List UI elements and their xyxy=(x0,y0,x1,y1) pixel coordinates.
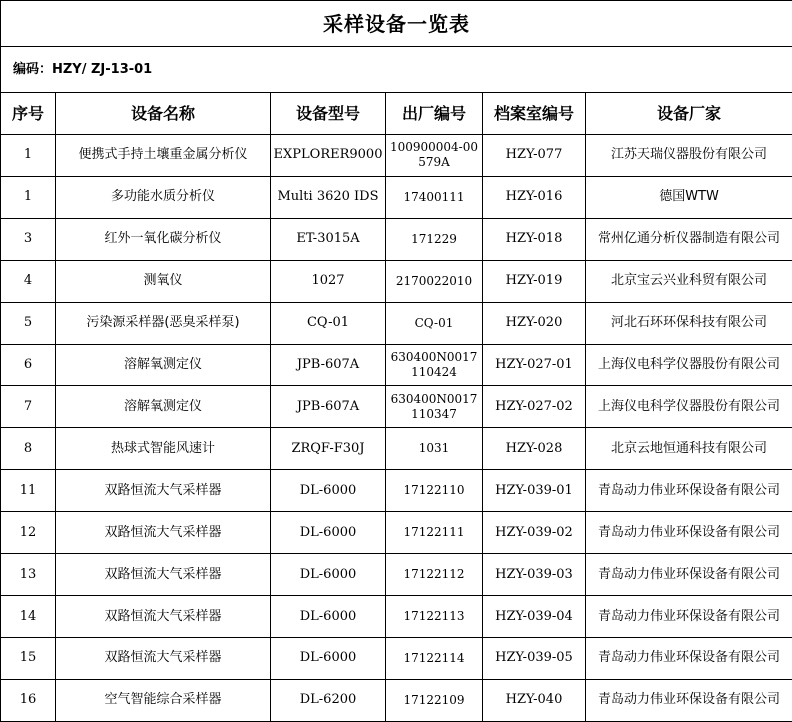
cell-serial: 17400111 xyxy=(386,176,483,218)
cell-archive-number: HZY-018 xyxy=(483,218,586,260)
header-row xyxy=(1,93,792,135)
header-maker: 设备厂家 xyxy=(586,93,792,135)
cell-seq: 5 xyxy=(1,302,56,344)
cell-equipment-name: 双路恒流大气采样器 xyxy=(56,470,271,512)
cell-equipment-name: 溶解氧测定仪 xyxy=(56,386,271,428)
cell-serial: 2170022010 xyxy=(386,260,483,302)
cell-model: EXPLORER9000 xyxy=(271,134,386,176)
cell-model: JPB-607A xyxy=(271,344,386,386)
cell-equipment-name: 双路恒流大气采样器 xyxy=(56,638,271,680)
cell-equipment-name: 双路恒流大气采样器 xyxy=(56,512,271,554)
cell-model: DL-6000 xyxy=(271,638,386,680)
header-name: 设备名称 xyxy=(56,93,271,135)
cell-manufacturer: 北京云地恒通科技有限公司 xyxy=(586,428,792,470)
cell-seq: 11 xyxy=(1,470,56,512)
cell-model: DL-6000 xyxy=(271,596,386,638)
cell-archive-number: HZY-020 xyxy=(483,302,586,344)
cell-serial: 630400N0017110424 xyxy=(386,344,483,386)
cell-seq: 6 xyxy=(1,344,56,386)
cell-manufacturer: 青岛动力伟业环保设备有限公司 xyxy=(586,638,792,680)
cell-equipment-name: 溶解氧测定仪 xyxy=(56,344,271,386)
cell-serial: 630400N0017110347 xyxy=(386,386,483,428)
cell-archive-number: HZY-028 xyxy=(483,428,586,470)
cell-seq: 3 xyxy=(1,218,56,260)
header-seq: 序号 xyxy=(1,93,56,135)
cell-serial: 17122113 xyxy=(386,596,483,638)
cell-manufacturer: 青岛动力伟业环保设备有限公司 xyxy=(586,679,792,721)
cell-equipment-name: 双路恒流大气采样器 xyxy=(56,554,271,596)
cell-manufacturer: 青岛动力伟业环保设备有限公司 xyxy=(586,596,792,638)
cell-seq: 7 xyxy=(1,386,56,428)
table-row xyxy=(1,260,792,302)
cell-manufacturer: 青岛动力伟业环保设备有限公司 xyxy=(586,512,792,554)
table-row xyxy=(1,638,792,680)
cell-equipment-name: 多功能水质分析仪 xyxy=(56,176,271,218)
cell-model: Multi 3620 IDS xyxy=(271,176,386,218)
cell-manufacturer: 青岛动力伟业环保设备有限公司 xyxy=(586,554,792,596)
table-row xyxy=(1,344,792,386)
table-row xyxy=(1,218,792,260)
cell-archive-number: HZY-027-01 xyxy=(483,344,586,386)
cell-archive-number: HZY-040 xyxy=(483,679,586,721)
cell-serial: 171229 xyxy=(386,218,483,260)
table-row xyxy=(1,302,792,344)
table-row xyxy=(1,470,792,512)
cell-equipment-name: 双路恒流大气采样器 xyxy=(56,596,271,638)
cell-equipment-name: 空气智能综合采样器 xyxy=(56,679,271,721)
table-row xyxy=(1,176,792,218)
cell-archive-number: HZY-019 xyxy=(483,260,586,302)
cell-seq: 15 xyxy=(1,638,56,680)
cell-serial: 17122114 xyxy=(386,638,483,680)
cell-seq: 8 xyxy=(1,428,56,470)
cell-equipment-name: 红外一氧化碳分析仪 xyxy=(56,218,271,260)
cell-manufacturer: 常州亿通分析仪器制造有限公司 xyxy=(586,218,792,260)
cell-manufacturer: 上海仪电科学仪器股份有限公司 xyxy=(586,344,792,386)
cell-archive-number: HZY-039-04 xyxy=(483,596,586,638)
cell-model: DL-6000 xyxy=(271,470,386,512)
cell-archive-number: HZY-039-03 xyxy=(483,554,586,596)
cell-archive-number: HZY-039-02 xyxy=(483,512,586,554)
cell-model: DL-6000 xyxy=(271,512,386,554)
cell-model: 1027 xyxy=(271,260,386,302)
cell-manufacturer: 江苏天瑞仪器股份有限公司 xyxy=(586,134,792,176)
cell-archive-number: HZY-077 xyxy=(483,134,586,176)
cell-seq: 14 xyxy=(1,596,56,638)
cell-seq: 12 xyxy=(1,512,56,554)
cell-manufacturer: 北京宝云兴业科贸有限公司 xyxy=(586,260,792,302)
cell-equipment-name: 测氧仪 xyxy=(56,260,271,302)
cell-manufacturer: 青岛动力伟业环保设备有限公司 xyxy=(586,470,792,512)
cell-manufacturer: 河北石环环保科技有限公司 xyxy=(586,302,792,344)
table-row xyxy=(1,596,792,638)
header-archive: 档案室编号 xyxy=(483,93,586,135)
cell-model: DL-6200 xyxy=(271,679,386,721)
cell-archive-number: HZY-027-02 xyxy=(483,386,586,428)
cell-model: ZRQF-F30J xyxy=(271,428,386,470)
table-row xyxy=(1,512,792,554)
cell-serial: 1031 xyxy=(386,428,483,470)
header-model: 设备型号 xyxy=(271,93,386,135)
table-row xyxy=(1,554,792,596)
cell-serial: 17122111 xyxy=(386,512,483,554)
cell-serial: 100900004-00579A xyxy=(386,134,483,176)
cell-manufacturer: 上海仪电科学仪器股份有限公司 xyxy=(586,386,792,428)
header-serial: 出厂编号 xyxy=(386,93,483,135)
cell-model: CQ-01 xyxy=(271,302,386,344)
document-code: 编码：HZY/ ZJ-13-01 xyxy=(1,47,792,93)
cell-model: JPB-607A xyxy=(271,386,386,428)
cell-serial: 17122110 xyxy=(386,470,483,512)
table-row xyxy=(1,428,792,470)
cell-serial: CQ-01 xyxy=(386,302,483,344)
cell-seq: 1 xyxy=(1,176,56,218)
cell-seq: 4 xyxy=(1,260,56,302)
document-title: 采样设备一览表 xyxy=(1,1,792,47)
cell-equipment-name: 污染源采样器(恶臭采样泵) xyxy=(56,302,271,344)
cell-model: DL-6000 xyxy=(271,554,386,596)
table-row xyxy=(1,679,792,721)
cell-equipment-name: 热球式智能风速计 xyxy=(56,428,271,470)
cell-seq: 13 xyxy=(1,554,56,596)
cell-archive-number: HZY-039-01 xyxy=(483,470,586,512)
cell-serial: 17122112 xyxy=(386,554,483,596)
cell-archive-number: HZY-016 xyxy=(483,176,586,218)
cell-archive-number: HZY-039-05 xyxy=(483,638,586,680)
table-row xyxy=(1,386,792,428)
cell-serial: 17122109 xyxy=(386,679,483,721)
cell-equipment-name: 便携式手持土壤重金属分析仪 xyxy=(56,134,271,176)
cell-seq: 1 xyxy=(1,134,56,176)
cell-manufacturer: 德国WTW xyxy=(586,176,792,218)
cell-seq: 16 xyxy=(1,679,56,721)
cell-model: ET-3015A xyxy=(271,218,386,260)
table-row xyxy=(1,134,792,176)
